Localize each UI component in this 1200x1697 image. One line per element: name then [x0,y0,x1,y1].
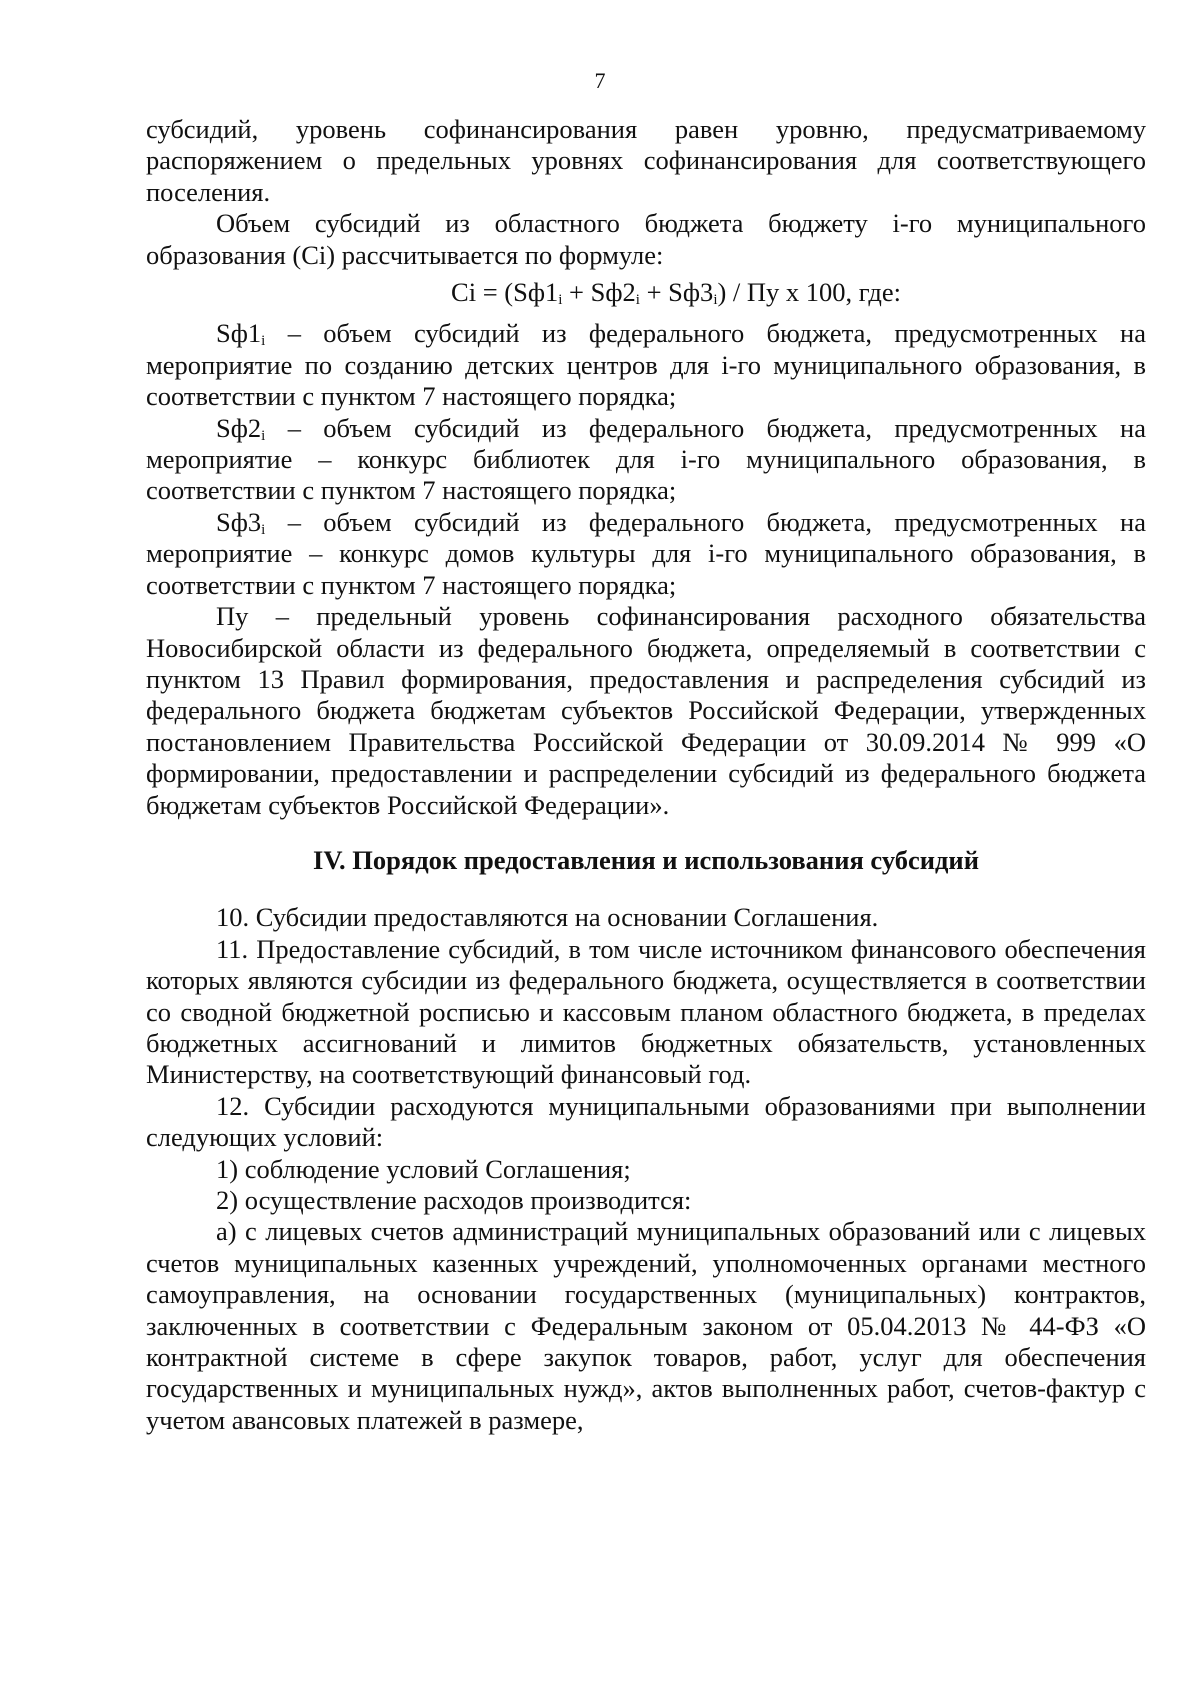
formula [146,277,1146,308]
definition-subscript: i [261,521,266,538]
definition-subscript: i [261,427,266,444]
formula-mid-1: + Sф2 [562,277,636,308]
formula-sub-1: i [558,292,563,309]
formula-sub-2: i [635,292,640,309]
page-number: 7 [594,68,606,93]
definition-subscript: i [261,333,266,350]
clause-12-item-2: 2) осуществление расходов производится: [216,1185,692,1215]
clause-10: 10. Субсидии предоставляются на основании Соглашения. [216,902,879,933]
formula-lhs: Ci = (Sф1 [451,277,559,308]
definition-sf3 [146,507,1146,601]
formula-mid-2: + Sф3 [639,277,714,308]
clause-12-item-1: 1) соблюдение условий Соглашения; [216,1153,631,1184]
clause-11: 11. Предоставление субсидий, в том числе источником финансового обеспечения которых являются субсидии из федерального бюджета, осуществляется в соответствии со сводной бюджетной росписью и кассовым планом областного бюджета, в пределах бюджетных ассигнований и лимитов бюджетных обязательств, установленных Министерству, на соответствующий финансовый год. [146,933,1146,1090]
definition-text: – объем субсидий из федерального бюджета, предусмотренных на мероприятие – конкурс библиотек для i-го муниципального образования, в соответствии с пунктом 7 настоящего порядка; [146,412,1146,506]
definition-sf1 [146,318,1146,412]
definition-text: – объем субсидий из федерального бюджета, предусмотренных на мероприятие по созданию детских центров для i-го муниципального образования, в соответствии с пунктом 7 настоящего порядка; [146,318,1146,412]
formula-rhs: ) / Пу х 100, где: [717,277,901,308]
clause-12: 12. Субсидии расходуются муниципальными образованиями при выполнении следующих условий: [146,1090,1146,1153]
paragraph-subsidy-volume: Объем субсидий из областного бюджета бюджету i-го муниципального образования (Ci) рассчитывается по формуле: [146,208,1146,270]
definition-py: Пу – предельный уровень софинансирования расходного обязательства Новосибирской области из федерального бюджета, определяемый в соответствии с пунктом 13 Правил формирования, предоставления и распределения субсидий из федерального бюджета бюджетам субъектов Российской Федерации, утвержденных постановлением Правительства Российской Федерации от 30.09.2014 № 999 «О формировании, предоставлении и распределении субсидий из федерального бюджета бюджетам субъектов Российской Федерации». [146,601,1146,820]
definition-symbol: Sф3 [216,506,262,537]
formula-sub-3: i [713,292,718,309]
definition-text: – объем субсидий из федерального бюджета, предусмотренных на мероприятие – конкурс домов культуры для i-го муниципального образования, в соответствии с пунктом 7 настоящего порядка; [146,506,1146,600]
paragraph-continuation: субсидий, уровень софинансирования равен уровню, предусматриваемому распоряжением о предельных уровнях софинансирования для соответствующего поселения. [146,114,1146,207]
definition-symbol: Sф2 [216,412,262,443]
clause-12-item-a: а) с лицевых счетов администраций муниципальных образований или с лицевых счетов муниципальных казенных учреждений, уполномоченных органами местного самоуправления, на основании государственных (муниципальных) контрактов, заключенных в соответствии с Федеральным законом от 05.04.2013 № 44-ФЗ «О контрактной системе в сфере закупок товаров, работ, услуг для обеспечения государственных и муниципальных нужд», актов выполненных работ, счетов-фактур с учетом авансовых платежей в размере, [146,1216,1146,1435]
definition-sf2 [146,413,1146,507]
document-body [146,114,1146,1436]
section-heading: IV. Порядок предоставления и использования субсидий [313,844,979,875]
definition-symbol: Sф1 [216,318,262,349]
